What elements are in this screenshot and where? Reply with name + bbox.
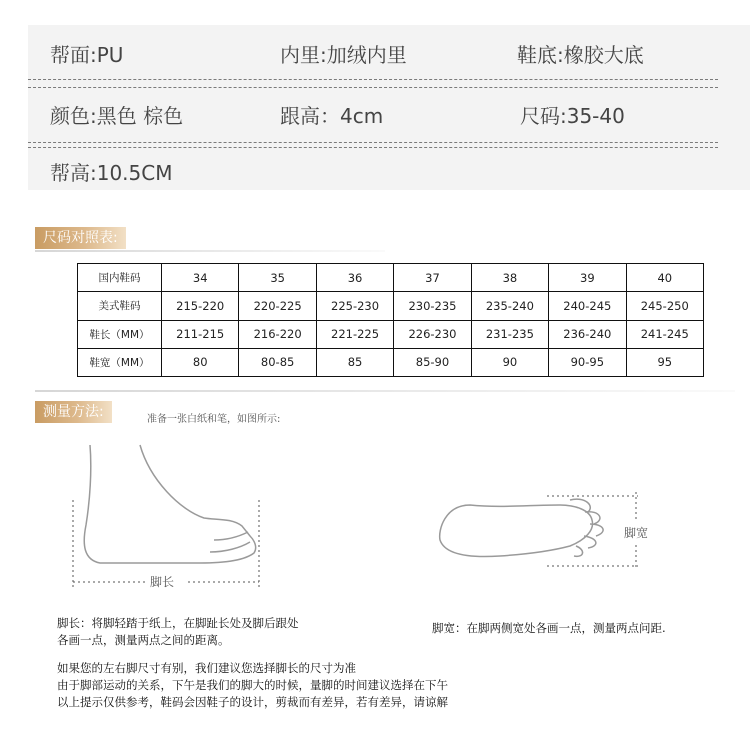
table-row: [78, 264, 704, 292]
spec-color: 颜色:黑色 棕色: [50, 104, 184, 128]
length-note-line: 脚长：将脚轻踏于纸上，在脚趾长处及脚后跟处: [57, 616, 299, 630]
table-cell: 85: [316, 348, 393, 376]
table-cell: 37: [394, 264, 471, 292]
table-cell: 34: [162, 264, 239, 292]
table-cell: 215-220: [162, 292, 239, 320]
table-cell: 90-95: [549, 348, 626, 376]
table-cell: 80: [162, 348, 239, 376]
measure-hint: 准备一张白纸和笔，如图所示:: [147, 414, 281, 425]
table-cell: 36: [316, 264, 393, 292]
table-cell: 226-230: [394, 320, 471, 348]
advice-line: 以上提示仅供参考，鞋码会因鞋子的设计，剪裁而有差异，若有差异，请谅解: [57, 695, 448, 709]
row-label: 国内鞋码: [78, 264, 162, 292]
section-rule: [35, 390, 735, 392]
table-cell: 90: [471, 348, 548, 376]
spec-row-1: [0, 25, 750, 83]
table-cell: 230-235: [394, 292, 471, 320]
table-cell: 39: [549, 264, 626, 292]
table-cell: 95: [626, 348, 703, 376]
table-cell: 211-215: [162, 320, 239, 348]
spec-heel-height: 跟高：4cm: [280, 104, 384, 128]
table-cell: 80-85: [239, 348, 316, 376]
table-cell: 236-240: [549, 320, 626, 348]
table-cell: 40: [626, 264, 703, 292]
size-chart-title: 尺码对照表:: [35, 227, 126, 249]
advice-block: [57, 660, 448, 711]
table-cell: 241-245: [626, 320, 703, 348]
size-chart-table: [77, 263, 704, 377]
spec-shaft-height: 帮高:10.5CM: [50, 161, 173, 185]
spec-upper: 帮面:PU: [50, 43, 124, 67]
table-row: [78, 320, 704, 348]
length-note: [57, 615, 299, 649]
table-row: [78, 348, 704, 376]
table-cell: 225-230: [316, 292, 393, 320]
table-cell: 235-240: [471, 292, 548, 320]
advice-line: 如果您的左右脚尺寸有别，我们建议您选择脚长的尺寸为准: [57, 661, 356, 675]
spec-lining: 内里:加绒内里: [280, 43, 407, 67]
table-cell: 38: [471, 264, 548, 292]
table-cell: 85-90: [394, 348, 471, 376]
advice-line: 由于脚部运动的关系，下午是我们的脚大的时候，量脚的时间建议选择在下午: [57, 678, 448, 692]
table-row: [78, 292, 704, 320]
table-cell: 245-250: [626, 292, 703, 320]
foot-side-icon: [84, 445, 255, 563]
spec-size-range: 尺码:35-40: [520, 104, 625, 128]
table-cell: 216-220: [239, 320, 316, 348]
row-label: 鞋长（MM）: [78, 320, 162, 348]
table-cell: 240-245: [549, 292, 626, 320]
spec-row-2: [0, 86, 750, 144]
spec-sole: 鞋底:橡胶大底: [517, 43, 644, 67]
length-note-line: 各画一点，测量两点之间的距离。: [57, 633, 230, 647]
divider: [28, 79, 718, 80]
table-cell: 35: [239, 264, 316, 292]
row-label: 鞋宽（MM）: [78, 348, 162, 376]
foot-length-label: 脚长: [150, 575, 175, 589]
row-label: 美式鞋码: [78, 292, 162, 320]
foot-measure-illustration: [0, 430, 750, 600]
measure-title: 测量方法:: [35, 401, 112, 423]
width-note: 脚宽：在脚两侧宽处各画一点，测量两点问距.: [432, 621, 666, 635]
table-cell: 231-235: [471, 320, 548, 348]
foot-width-label: 脚宽: [624, 526, 649, 540]
foot-top-icon: [440, 499, 603, 556]
table-cell: 221-225: [316, 320, 393, 348]
section-rule: [35, 250, 385, 252]
spec-row-3: [0, 143, 750, 201]
table-cell: 220-225: [239, 292, 316, 320]
